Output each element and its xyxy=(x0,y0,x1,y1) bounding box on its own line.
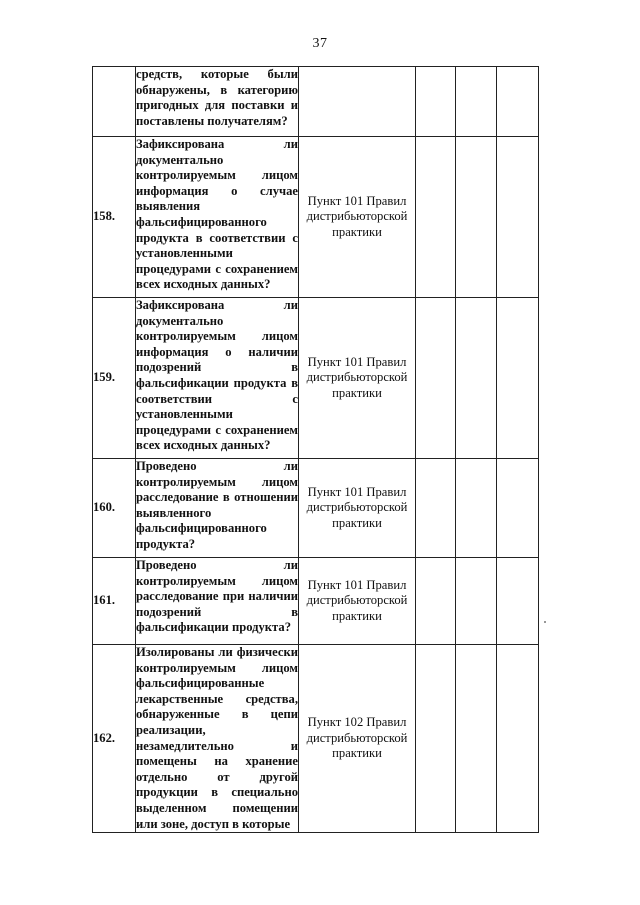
reference-text xyxy=(299,67,416,137)
question-text: средств, которые были обнаружены, в категорию пригодных для поставки и поставлены получателям? xyxy=(136,67,299,137)
row-number: 159. xyxy=(93,298,136,459)
checklist-table xyxy=(92,66,539,833)
answer-cell-no xyxy=(456,137,497,298)
answer-cell-not-applicable xyxy=(497,137,539,298)
scan-speck xyxy=(544,621,546,623)
reference-text: Пункт 101 Правил дистрибьюторской практики xyxy=(299,558,416,645)
question-text: Зафиксирована ли документально контролируемым лицом информация о наличии подозрений в фальсификации продукта в соответствии с установленными процедурами с сохранением всех исходных данных? xyxy=(136,298,299,459)
answer-cell-no xyxy=(456,459,497,558)
answer-cell-not-applicable xyxy=(497,459,539,558)
table-row xyxy=(93,558,539,645)
answer-cell-no xyxy=(456,67,497,137)
row-number: 160. xyxy=(93,459,136,558)
question-text: Изолированы ли физически контролируемым лицом фальсифицированные лекарственные средства, обнаруженные в цепи реализации, незамедлительно и помещены на хранение отдельно от другой продукции в специально выделенном помещении или зоне, доступ в которые xyxy=(136,645,299,833)
table-row xyxy=(93,459,539,558)
reference-text: Пункт 101 Правил дистрибьюторской практики xyxy=(299,298,416,459)
row-number: 161. xyxy=(93,558,136,645)
answer-cell-yes xyxy=(416,67,456,137)
answer-cell-no xyxy=(456,645,497,833)
answer-cell-not-applicable xyxy=(497,67,539,137)
table-row xyxy=(93,137,539,298)
table-row xyxy=(93,645,539,833)
row-number xyxy=(93,67,136,137)
answer-cell-not-applicable xyxy=(497,558,539,645)
question-text: Проведено ли контролируемым лицом расследование при наличии подозрений в фальсификации продукта? xyxy=(136,558,299,645)
question-text: Проведено ли контролируемым лицом расследование в отношении выявленного фальсифицированного продукта? xyxy=(136,459,299,558)
table-row xyxy=(93,67,539,137)
row-number: 158. xyxy=(93,137,136,298)
answer-cell-yes xyxy=(416,645,456,833)
row-number: 162. xyxy=(93,645,136,833)
page-number: 37 xyxy=(312,36,328,51)
answer-cell-yes xyxy=(416,298,456,459)
question-text: Зафиксирована ли документально контролируемым лицом информация о случае выявления фальсифицированного продукта в соответствии с установленными процедурами с сохранением всех исходных данных? xyxy=(136,137,299,298)
answer-cell-not-applicable xyxy=(497,645,539,833)
answer-cell-yes xyxy=(416,558,456,645)
answer-cell-not-applicable xyxy=(497,298,539,459)
answer-cell-no xyxy=(456,558,497,645)
answer-cell-no xyxy=(456,298,497,459)
reference-text: Пункт 102 Правил дистрибьюторской практики xyxy=(299,645,416,833)
answer-cell-yes xyxy=(416,137,456,298)
table-row xyxy=(93,298,539,459)
reference-text: Пункт 101 Правил дистрибьюторской практики xyxy=(299,137,416,298)
reference-text: Пункт 101 Правил дистрибьюторской практики xyxy=(299,459,416,558)
answer-cell-yes xyxy=(416,459,456,558)
